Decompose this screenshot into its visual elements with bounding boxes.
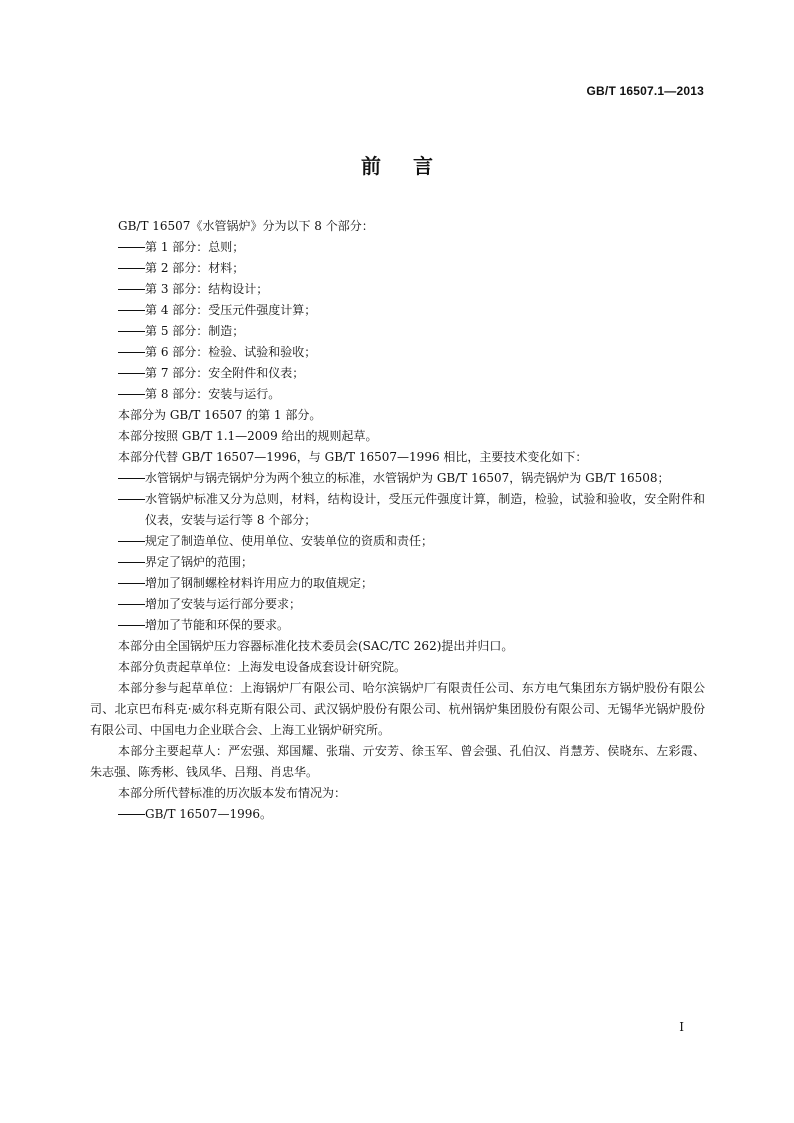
- em-dash-mark: [118, 814, 145, 815]
- list-item: [90, 237, 705, 258]
- list-item: [90, 468, 705, 489]
- list-item: [90, 384, 705, 405]
- list-item-text: 第 5 部分：制造；: [145, 324, 245, 338]
- list-item-text: 第 4 部分：受压元件强度计算；: [145, 303, 317, 317]
- list-item-text: 第 7 部分：安全附件和仪表；: [145, 366, 305, 380]
- drafters-paragraph: 本部分主要起草人：严宏强、郑国耀、张瑞、亓安芳、徐玉军、曾会强、孔伯汉、肖慧芳、侯晓东、左彩霞、朱志强、陈秀彬、钱凤华、吕翔、肖忠华。: [90, 744, 705, 779]
- list-item: [90, 804, 705, 825]
- list-item: [90, 300, 705, 321]
- list-item-text: 水管锅炉与锅壳锅炉分为两个独立的标准，水管锅炉为 GB/T 16507，锅壳锅炉为 GB/T 16508；: [145, 471, 670, 485]
- em-dash-mark: [118, 268, 145, 269]
- history-intro-paragraph: 本部分所代替标准的历次版本发布情况为：: [118, 786, 347, 800]
- page-number: I: [679, 1020, 684, 1034]
- list-item-text: 第 3 部分：结构设计；: [145, 282, 269, 296]
- em-dash-mark: [118, 331, 145, 332]
- em-dash-mark: [118, 310, 145, 311]
- em-dash-mark: [118, 352, 145, 353]
- list-item: [90, 615, 705, 636]
- list-item-text: 第 6 部分：检验、试验和验收；: [145, 345, 317, 359]
- em-dash-mark: [118, 604, 145, 605]
- list-item-text: 水管锅炉标准又分为总则，材料，结构设计，受压元件强度计算，制造，检验，试验和验收，安全附件和仪表，安装与运行等 8 个部分；: [145, 492, 705, 527]
- list-item: [90, 342, 705, 363]
- intro-paragraph: GB/T 16507《水管锅炉》分为以下 8 个部分：: [118, 219, 374, 233]
- list-item-text: 界定了锅炉的范围；: [145, 555, 254, 569]
- em-dash-mark: [118, 499, 145, 500]
- participating-units-paragraph: 本部分参与起草单位：上海锅炉厂有限公司、哈尔滨锅炉厂有限责任公司、东方电气集团东方锅炉股份有限公司、北京巴布科克·威尔科克斯有限公司、武汉锅炉股份有限公司、杭州锅炉集团股份有限公司、无锡华光锅炉股份有限公司、中国电力企业联合会、上海工业锅炉研究所。: [90, 681, 705, 737]
- list-item-text: 增加了钢制螺栓材料许用应力的取值规定；: [145, 576, 374, 590]
- drafting-rules-paragraph: 本部分按照 GB/T 1.1—2009 给出的规则起草。: [118, 429, 378, 443]
- part-of-paragraph: 本部分为 GB/T 16507 的第 1 部分。: [118, 408, 322, 422]
- replaces-paragraph: 本部分代替 GB/T 16507—1996，与 GB/T 16507—1996 相比，主要技术变化如下：: [118, 450, 588, 464]
- list-item: [90, 552, 705, 573]
- list-item-text: 第 2 部分：材料；: [145, 261, 245, 275]
- em-dash-mark: [118, 289, 145, 290]
- em-dash-mark: [118, 562, 145, 563]
- list-item: [90, 489, 705, 531]
- em-dash-mark: [118, 583, 145, 584]
- list-item: [90, 321, 705, 342]
- list-item-text: GB/T 16507—1996。: [145, 807, 272, 821]
- em-dash-mark: [118, 478, 145, 479]
- proposed-by-paragraph: 本部分由全国锅炉压力容器标准化技术委员会(SAC/TC 262)提出并归口。: [118, 639, 514, 653]
- list-item: [90, 573, 705, 594]
- list-item: [90, 258, 705, 279]
- responsible-unit-paragraph: 本部分负责起草单位：上海发电设备成套设计研究院。: [118, 660, 407, 674]
- list-item: [90, 531, 705, 552]
- list-item-text: 第 1 部分：总则；: [145, 240, 245, 254]
- em-dash-mark: [118, 247, 145, 248]
- list-item: [90, 279, 705, 300]
- list-item-text: 增加了安装与运行部分要求；: [145, 597, 302, 611]
- em-dash-mark: [118, 625, 145, 626]
- list-item-text: 增加了节能和环保的要求。: [145, 618, 290, 632]
- page-title: 前言: [361, 154, 465, 178]
- list-item: [90, 594, 705, 615]
- list-item-text: 第 8 部分：安装与运行。: [145, 387, 281, 401]
- em-dash-mark: [118, 394, 145, 395]
- em-dash-mark: [118, 541, 145, 542]
- em-dash-mark: [118, 373, 145, 374]
- list-item: [90, 363, 705, 384]
- list-item-text: 规定了制造单位、使用单位、安装单位的资质和责任；: [145, 534, 434, 548]
- standard-code: GB/T 16507.1—2013: [586, 84, 704, 98]
- foreword-body: [90, 216, 705, 825]
